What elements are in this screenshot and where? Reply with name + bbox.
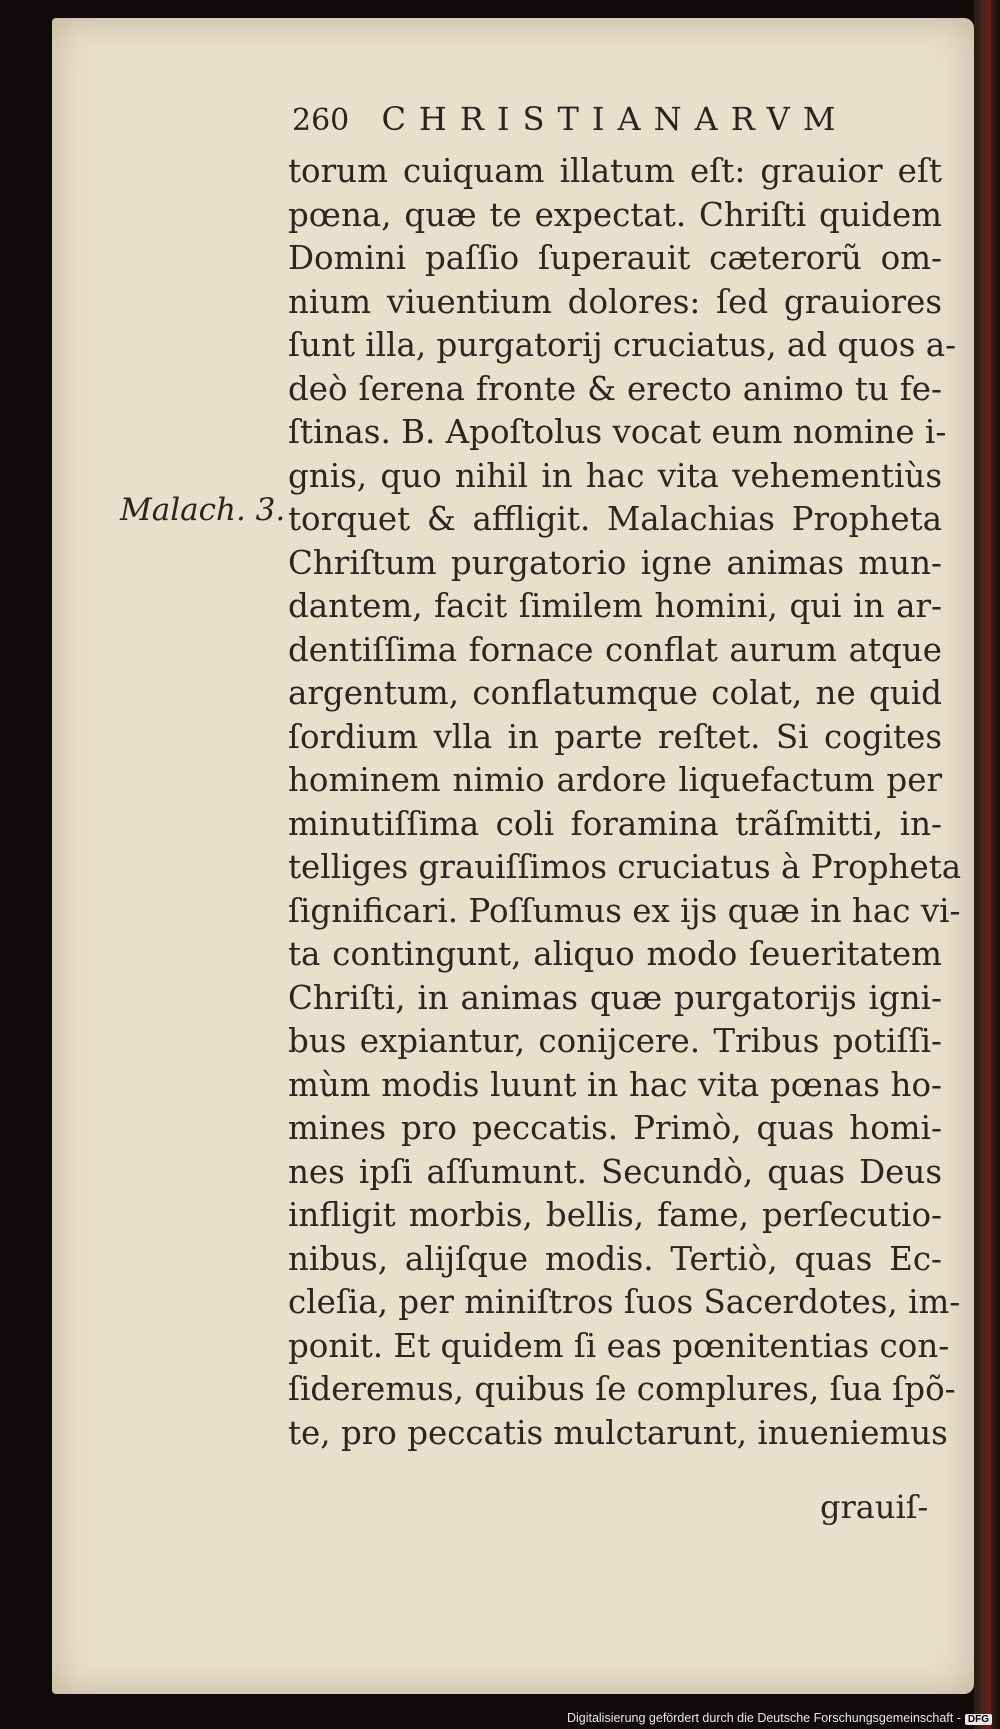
text-line: nium viuentium dolores: ſed grauiores <box>288 282 942 321</box>
text-line: minutiſſima coli foramina trãſmitti, in- <box>288 804 942 843</box>
text-line: dantem, facit ſimilem homini, qui in ar- <box>288 587 942 625</box>
running-head <box>292 100 849 138</box>
text-line: ſordium vlla in parte reſtet. Si cogites <box>288 717 942 756</box>
margin-note: Malach. 3. <box>120 492 286 528</box>
text-line: mùm modis luunt in hac vita pœnas ho- <box>288 1065 942 1104</box>
text-line: telliges grauiſſimos cruciatus à Propheta <box>288 848 962 886</box>
text-line: pœna, quæ te expectat. Chriſti quidem <box>288 195 942 234</box>
text-line: infligit morbis, bellis, fame, perſecutio- <box>288 1196 942 1234</box>
text-line: torquet & affligit. Malachias Propheta <box>288 500 942 538</box>
text-line: cleſia, per miniſtros ſuos Sacerdotes, im- <box>288 1283 961 1321</box>
text-line: nes ipſi aſſumunt. Secundò, quas Deus <box>288 1152 942 1191</box>
digitization-footer <box>567 1711 992 1725</box>
text-line: argentum, conflatumque colat, ne quid <box>288 674 942 712</box>
text-line: Chriſtum purgatorio igne animas mun- <box>288 543 942 582</box>
body-text <box>288 150 962 1455</box>
text-line: ſideremus, quibus ſe complures, ſua ſpõ- <box>288 1370 956 1408</box>
text-line: torum cuiquam illatum eſt: grauior eſt <box>288 152 942 190</box>
text-line: nibus, alijſque modis. Tertiò, quas Ec- <box>288 1239 942 1278</box>
text-line: ſunt illa, purgatorij cruciatus, ad quos a- <box>288 326 957 364</box>
catchword: grauiſ- <box>820 1488 929 1526</box>
text-line: Domini paſſio ſuperauit cæterorũ om- <box>288 239 942 277</box>
book-edge-stripe <box>986 0 991 1729</box>
text-line: mines pro peccatis. Primò, quas homi- <box>288 1109 942 1147</box>
page-number: 260 <box>292 103 350 138</box>
text-line: gnis, quo nihil in hac vita vehementiùs <box>288 456 942 495</box>
text-line: te, pro peccatis mulctarunt, inueniemus <box>288 1413 948 1452</box>
text-line: deò ſerena fronte & erecto animo tu fe- <box>288 369 942 408</box>
dfg-logo: DFG <box>965 1714 992 1725</box>
text-line: hominem nimio ardore liquefactum per <box>288 761 942 799</box>
text-line: bus expiantur, conijcere. Tribus potiſſi- <box>288 1022 942 1060</box>
text-line: dentiſſima fornace conflat aurum atque <box>288 630 942 669</box>
text-line: ponit. Et quidem ſi eas pœnitentias con- <box>288 1326 950 1365</box>
text-line: Chriſti, in animas quæ purgatorijs igni- <box>288 978 942 1017</box>
text-line: ſtinas. B. Apoſtolus vocat eum nomine i- <box>288 413 947 451</box>
text-line: ſignificari. Poſſumus ex ijs quæ in hac vi- <box>288 891 961 930</box>
text-line: ta contingunt, aliquo modo ſeueritatem <box>288 935 942 973</box>
footer-text: Digitalisierung gefördert durch die Deutsche Forschungsgemeinschaft - <box>566 1711 961 1725</box>
running-title: CHRISTIANARVM <box>381 100 849 138</box>
